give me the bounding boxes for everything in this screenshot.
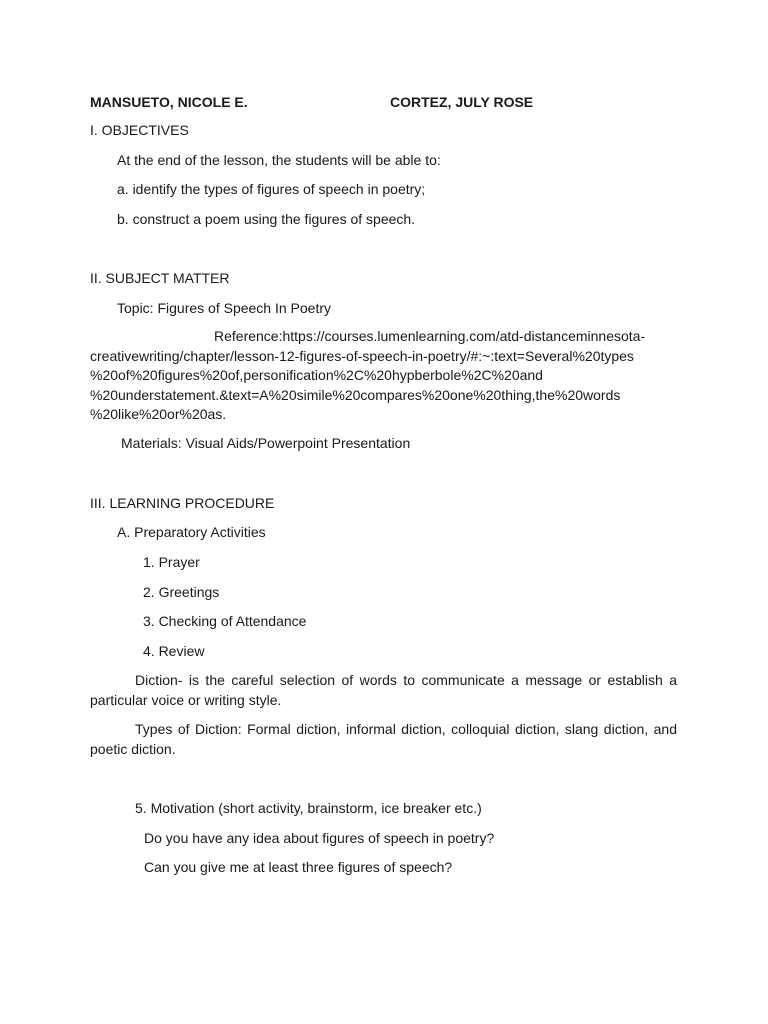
- reference-line: creativewriting/chapter/lesson-12-figures-of-speech-in-poetry/#:~:text=Several%20types: [90, 348, 634, 364]
- subject-matter-heading: II. SUBJECT MATTER: [90, 270, 230, 286]
- reference-line: Reference:https://courses.lumenlearning.com/atd-distanceminnesota-: [214, 328, 646, 344]
- objectives-intro: At the end of the lesson, the students will be able to:: [117, 152, 441, 168]
- motivation-question: Can you give me at least three figures of speech?: [144, 859, 453, 875]
- reference-line: %20understatement.&text=A%20simile%20compares%20one%20thing,the%20words: [90, 387, 621, 403]
- activity-item: 4. Review: [143, 643, 205, 659]
- materials-text: Materials: Visual Aids/Powerpoint Presentation: [121, 435, 411, 451]
- activity-item: 2. Greetings: [143, 584, 220, 600]
- learning-procedure-heading: III. LEARNING PROCEDURE: [90, 495, 275, 511]
- reference-line: %20of%20figures%20of,personification%2C%20hypberbole%2C%20and: [90, 367, 543, 383]
- activity-item: 1. Prayer: [143, 554, 200, 570]
- author-name-2: CORTEZ, JULY ROSE: [390, 94, 534, 110]
- diction-definition: Diction- is the careful selection of words to communicate a message or establish a particular voice or writing style.: [90, 672, 677, 708]
- activity-item: 3. Checking of Attendance: [143, 613, 307, 629]
- author-name-1: MANSUETO, NICOLE E.: [90, 94, 248, 110]
- objectives-heading: I. OBJECTIVES: [90, 122, 189, 138]
- reference-line: %20like%20or%20as.: [90, 406, 227, 422]
- objective-item: a. identify the types of figures of speech in poetry;: [117, 181, 426, 197]
- topic-text: Topic: Figures of Speech In Poetry: [117, 300, 331, 316]
- motivation-item: 5. Motivation (short activity, brainstorm, ice breaker etc.): [135, 800, 482, 816]
- objective-item: b. construct a poem using the figures of speech.: [117, 211, 416, 227]
- diction-types: Types of Diction: Formal diction, informal diction, colloquial diction, slang diction, and poetic diction.: [90, 721, 677, 757]
- motivation-question: Do you have any idea about figures of speech in poetry?: [144, 830, 495, 846]
- preparatory-activities-heading: A. Preparatory Activities: [117, 524, 266, 540]
